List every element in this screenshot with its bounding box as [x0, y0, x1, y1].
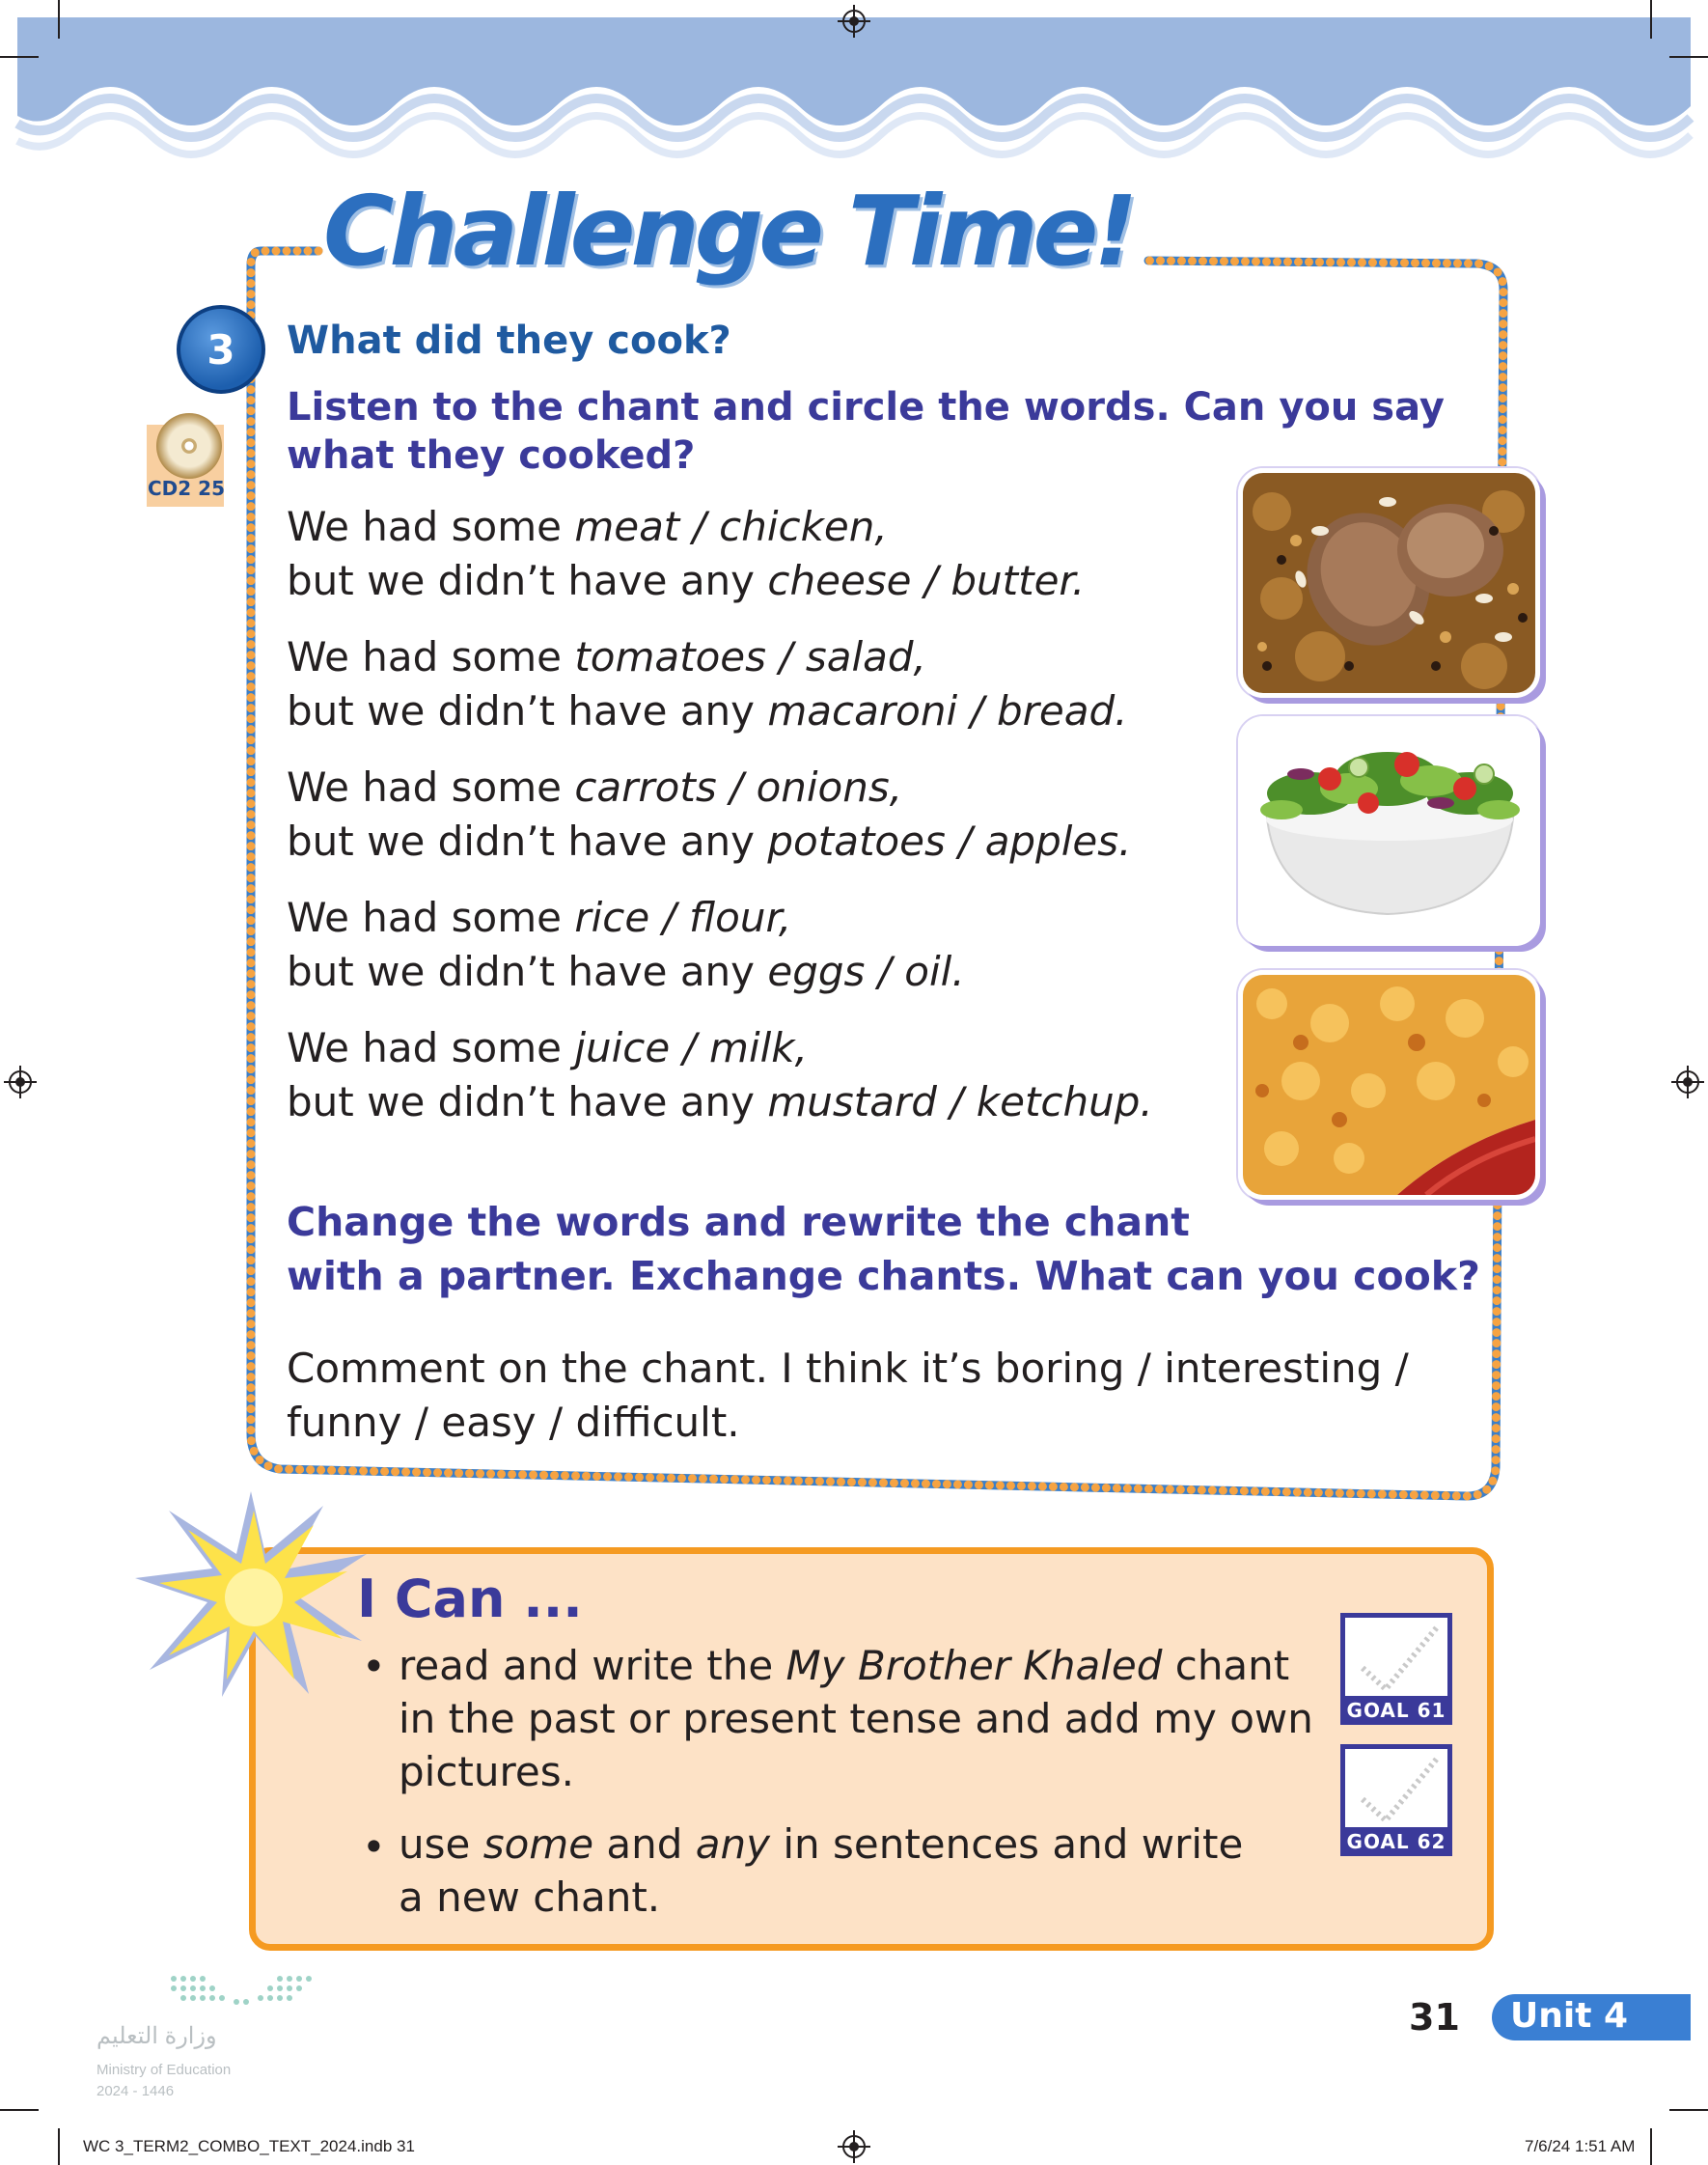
checkmark-icon [1345, 1618, 1447, 1701]
i-can-item: pictures. [399, 1748, 574, 1795]
i-can-item: in the past or present tense and add my own [399, 1695, 1313, 1742]
food-photo-chicken-rice [1238, 468, 1540, 698]
chant-line: We had some tomatoes / salad, [287, 633, 926, 680]
word-choice[interactable]: macaroni / bread. [767, 687, 1128, 735]
crop-mark [58, 0, 60, 39]
registration-mark-icon [4, 1066, 37, 1098]
starburst-icon [130, 1486, 372, 1699]
chant-line: We had some meat / chicken, [287, 503, 888, 550]
chant-line: We had some carrots / onions, [287, 763, 903, 811]
cd-track-label: CD2 25 [148, 477, 225, 500]
activity-question: What did they cook? [287, 319, 731, 363]
chant-line: We had some rice / flour, [287, 894, 792, 941]
cd-icon[interactable] [156, 413, 222, 479]
bullet-icon: • [362, 1643, 386, 1690]
goal-checkbox-62[interactable] [1340, 1744, 1452, 1856]
i-can-item: use some and any in sentences and write [399, 1820, 1244, 1868]
chicken-rice-image [1243, 473, 1535, 693]
instruction-line: Listen to the chant and circle the words. Can you say [287, 385, 1445, 430]
comment-line: funny / easy / difficult. [287, 1399, 740, 1446]
word-choice[interactable]: potatoes / apples. [767, 818, 1132, 865]
crop-mark [0, 56, 39, 58]
word-choice[interactable]: cheese / butter. [767, 557, 1086, 604]
food-photo-salad [1238, 716, 1540, 946]
word-choice[interactable]: meat / chicken, [574, 503, 888, 550]
word-choice[interactable]: eggs / oil. [767, 948, 965, 995]
ministry-logo-icon [164, 1969, 318, 2008]
crop-mark [58, 2128, 60, 2165]
print-file-info: WC 3_TERM2_COMBO_TEXT_2024.indb 31 [83, 2137, 415, 2155]
chant-line: but we didn’t have any mustard / ketchup. [287, 1078, 1153, 1125]
food-photo-macaroni [1238, 970, 1540, 1200]
page-title: Challenge Time! [323, 175, 1133, 288]
chant-line: We had some juice / milk, [287, 1024, 808, 1071]
chant-line: but we didn’t have any macaroni / bread. [287, 687, 1128, 735]
bullet-icon: • [362, 1823, 386, 1871]
chant-line: but we didn’t have any eggs / oil. [287, 948, 965, 995]
salad-image [1243, 721, 1535, 941]
registration-mark-icon [838, 2130, 870, 2163]
checkmark-icon [1345, 1749, 1447, 1832]
goal-label: GOAL 61 [1340, 1696, 1452, 1725]
ministry-year: 2024 - 1446 [96, 2083, 175, 2099]
ministry-arabic: وزارة التعليم [96, 2023, 217, 2049]
task-instruction: Change the words and rewrite the chant [287, 1199, 1190, 1245]
registration-mark-icon [1671, 1066, 1704, 1098]
word-choice[interactable]: mustard / ketchup. [767, 1078, 1153, 1125]
ministry-english: Ministry of Education [96, 2062, 232, 2078]
crop-mark [0, 2109, 39, 2111]
page-number: 31 [1409, 1996, 1460, 2039]
crop-mark [1650, 2128, 1652, 2165]
crop-mark [1650, 0, 1652, 39]
word-choice[interactable]: carrots / onions, [574, 763, 903, 811]
macaroni-bake-image [1243, 975, 1535, 1195]
word-choice[interactable]: tomatoes / salad, [574, 633, 926, 680]
chant-line: but we didn’t have any potatoes / apples. [287, 818, 1132, 865]
word-choice[interactable]: juice / milk, [574, 1024, 808, 1071]
registration-mark-icon [838, 5, 870, 38]
activity-number-badge: 3 [177, 305, 265, 394]
chant-line: but we didn’t have any cheese / butter. [287, 557, 1086, 604]
word-choice[interactable]: rice / flour, [574, 894, 792, 941]
i-can-item: a new chant. [399, 1874, 661, 1921]
i-can-item: read and write the My Brother Khaled chant [399, 1642, 1290, 1689]
print-timestamp: 7/6/24 1:51 AM [1525, 2137, 1636, 2155]
crop-mark [1669, 56, 1708, 58]
i-can-title: I Can ... [357, 1568, 583, 1629]
instruction-line: what they cooked? [287, 433, 696, 478]
crop-mark [1669, 2109, 1708, 2111]
comment-line: Comment on the chant. I think it’s boring / interesting / [287, 1345, 1409, 1392]
goal-label: GOAL 62 [1340, 1827, 1452, 1856]
unit-label: Unit 4 [1510, 1996, 1628, 2036]
goal-checkbox-61[interactable] [1340, 1613, 1452, 1725]
task-instruction: with a partner. Exchange chants. What can you cook? [287, 1253, 1480, 1299]
